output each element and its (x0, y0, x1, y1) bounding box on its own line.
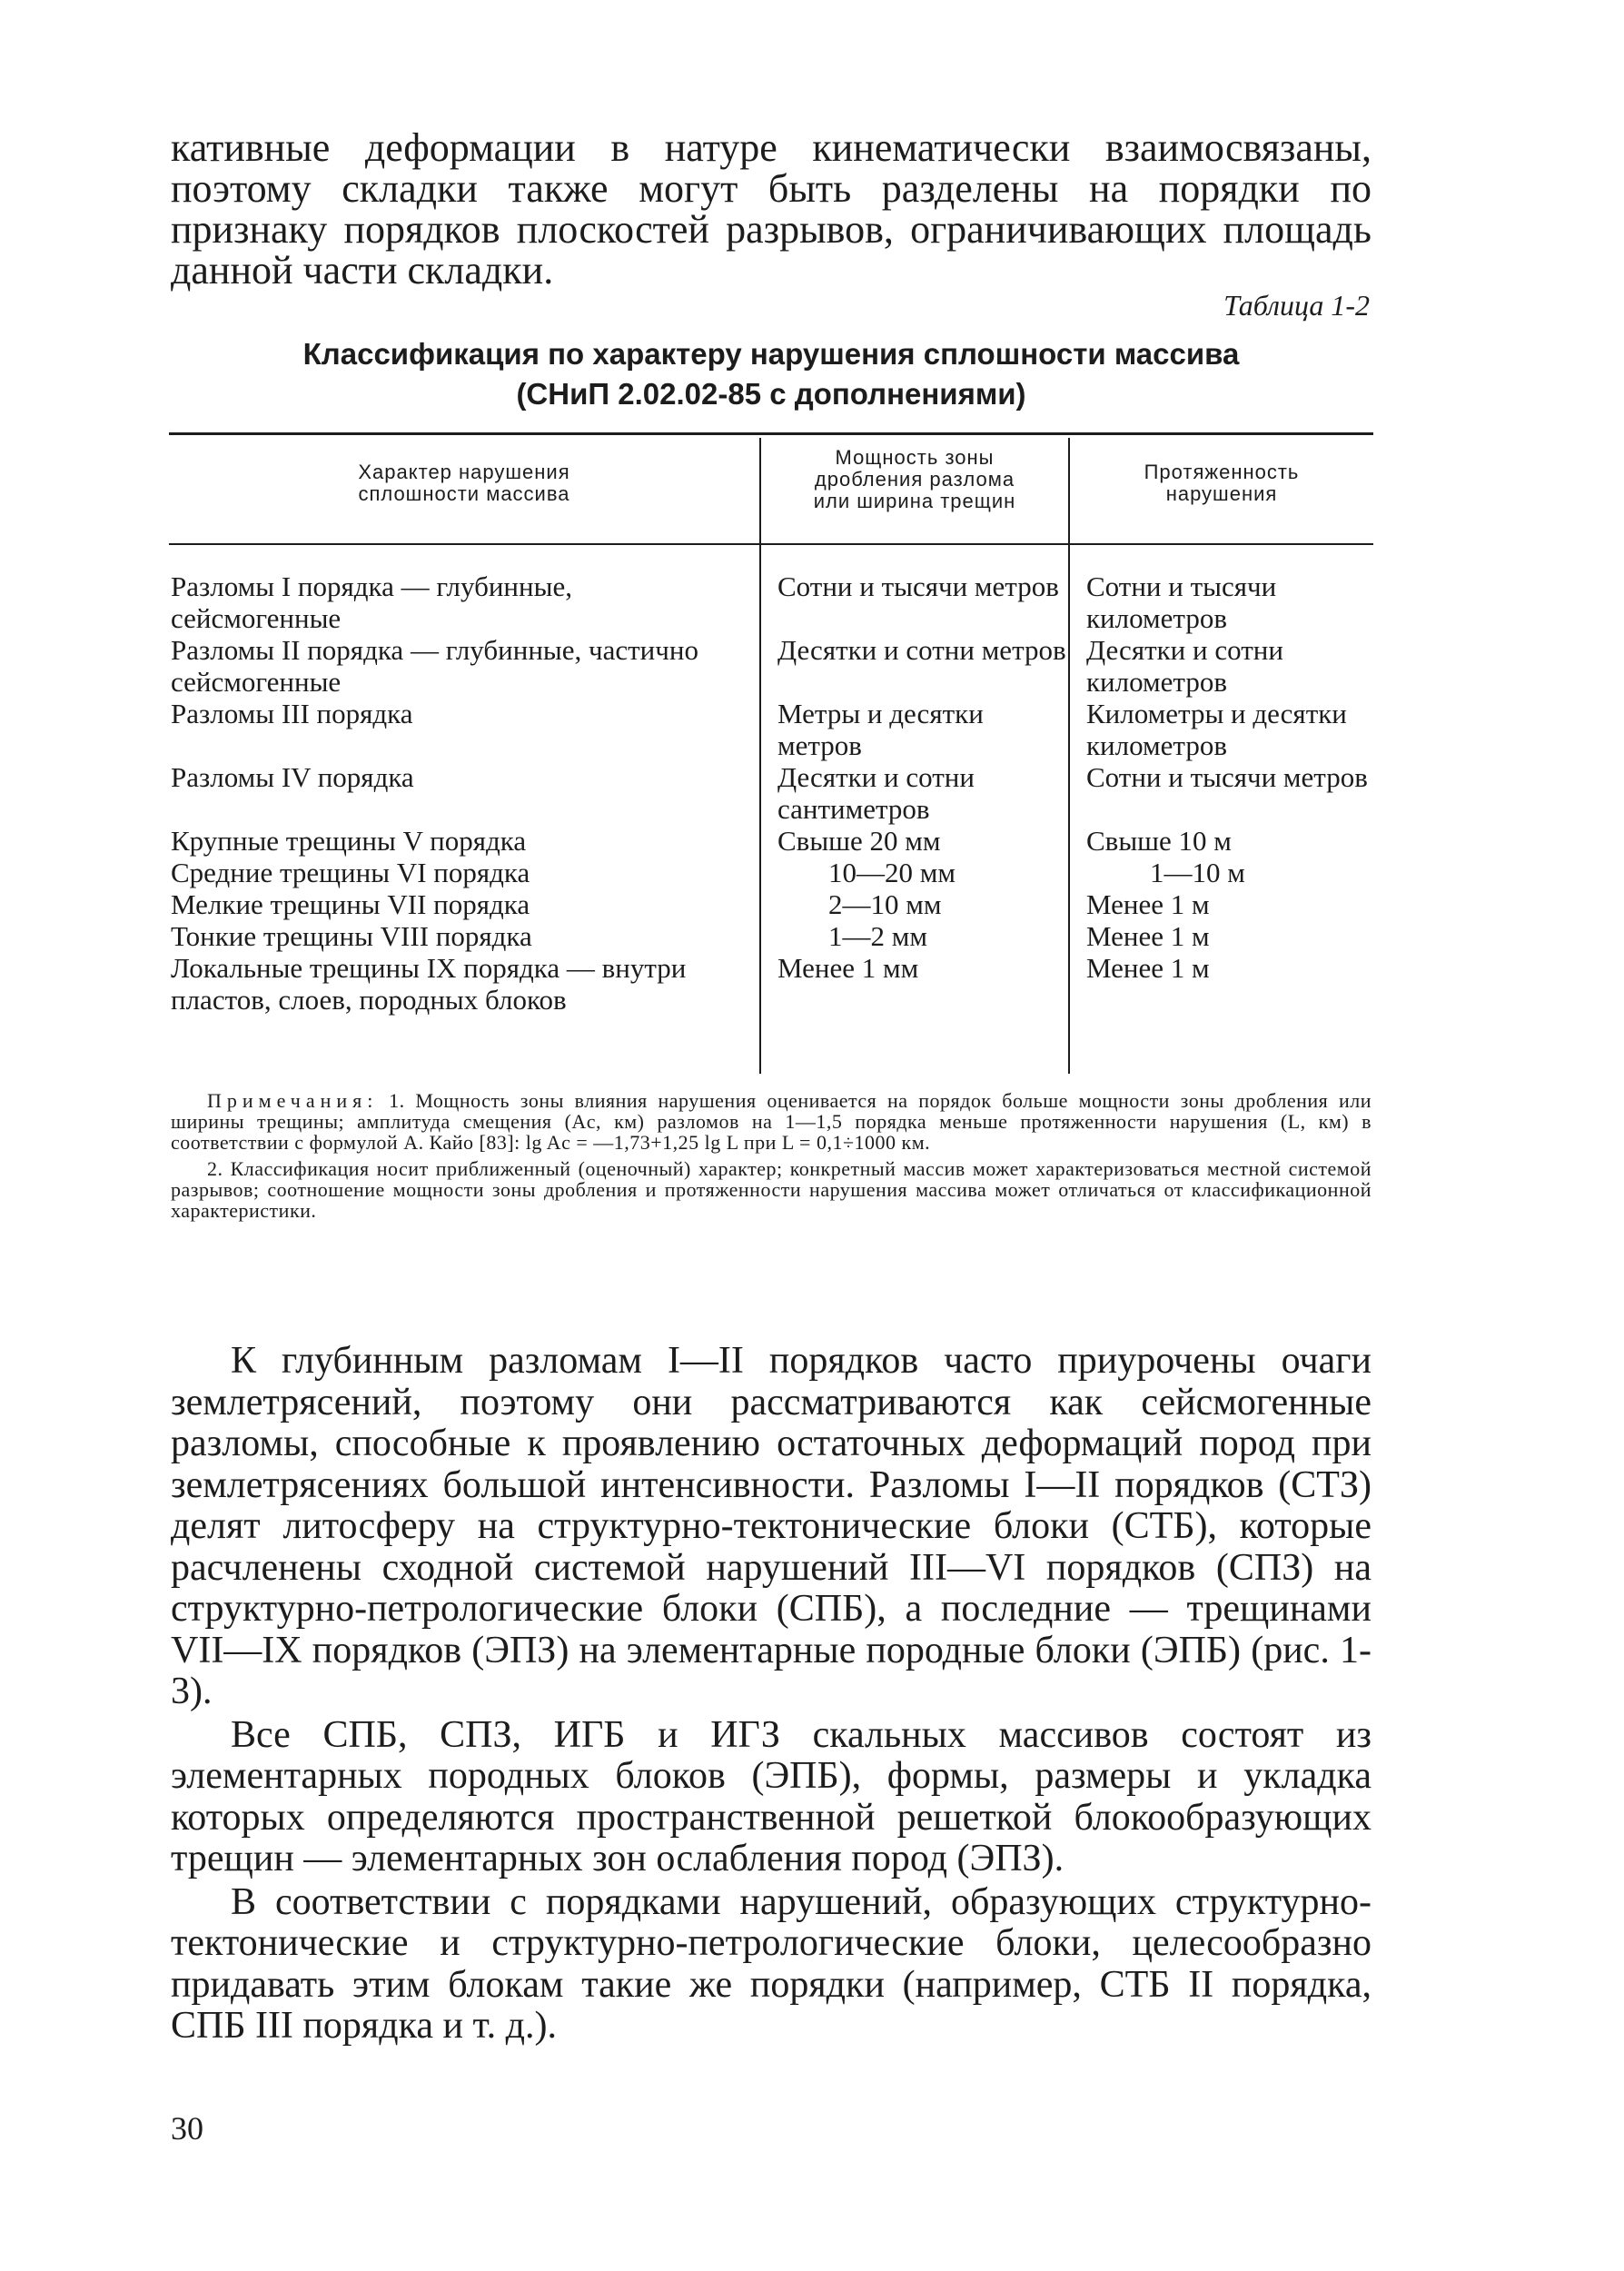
note-1 (171, 1090, 1371, 1153)
table-row (169, 952, 1373, 1016)
cell-character: Локальные трещины IX порядка — внутри пластов, слоев, породных блоков (171, 952, 687, 1016)
header-line: Мощность зоны (835, 446, 995, 469)
cell-thickness: Менее 1 мм (777, 952, 919, 984)
cell-character: Средние трещины VI порядка (171, 857, 530, 888)
cell-thickness: 10—20 мм (828, 857, 956, 888)
cell-thickness: Сотни и тысячи метров (777, 570, 1059, 602)
table-title-line-2: (СНиП 2.02.02-85 с дополнениями) (516, 377, 1026, 411)
table-body (169, 570, 1373, 1016)
cell-character: Тонкие трещины VIII порядка (171, 920, 532, 952)
header-line: нарушения (1165, 482, 1278, 505)
cell-thickness: 2—10 мм (828, 888, 942, 920)
table-row (169, 888, 1373, 920)
header-line: Протяженность (1144, 461, 1300, 483)
note-2: 2. Классификация носит приближенный (оценочный) характер; конкретный массив может характеризоваться местной системой разрывов; соотношение мощности зоны дробления и протяженности нарушения массива может отличаться от классификационной характеристики. (171, 1157, 1371, 1222)
cell-thickness: 1—2 мм (828, 920, 927, 952)
table-label: Таблица 1-2 (1223, 289, 1370, 322)
table-title-line-1: Классификация по характеру нарушения сплошности массива (302, 337, 1240, 371)
cell-thickness: Десятки и сотни метров (777, 634, 1066, 666)
cell-extent: Сотни и тысячи метров (1086, 761, 1368, 793)
header-line: или ширина трещин (813, 490, 1016, 512)
table-row (169, 634, 1373, 698)
table-header-rule (169, 543, 1373, 545)
header-thickness (761, 447, 1068, 512)
header-extent (1070, 461, 1373, 505)
cell-extent: Менее 1 м (1086, 920, 1210, 952)
body-text (171, 1341, 1371, 2049)
cell-character: Разломы I порядка — глубинные, сейсмогенные (171, 570, 572, 634)
table-notes (171, 1090, 1371, 1226)
cell-extent: 1—10 м (1150, 857, 1245, 888)
body-paragraph-1: К глубинным разломам I—II порядков часто приурочены очаги землетрясений, поэтому они рассматриваются как сейсмогенные разломы, способные к проявлению остаточных деформаций пород при землетрясениях большой интенсивности. Разломы I—II порядков (СТЗ) делят литосферу на структурно-тектонические блоки (СТБ), которые расчленены сходной системой нарушений III—VI порядков (СПЗ) на структурно-петрологические блоки (СПБ), а последние — трещинами VII—IX порядков (ЭПЗ) на элементарные породные блоки (ЭПБ) (рис. 1-3). (171, 1340, 1371, 1712)
cell-character: Разломы II порядка — глубинные, частично сейсмогенные (171, 634, 698, 698)
cell-extent: Менее 1 м (1086, 888, 1210, 920)
table-row (169, 857, 1373, 888)
cell-extent: Менее 1 м (1086, 952, 1210, 984)
cell-extent: Километры и десятки километров (1086, 698, 1347, 761)
cell-extent: Свыше 10 м (1086, 825, 1232, 857)
table-top-rule (169, 432, 1373, 435)
cell-thickness: Десятки и сотни сантиметров (777, 761, 975, 825)
cell-character: Мелкие трещины VII порядка (171, 888, 530, 920)
header-line: сплошности массива (358, 482, 570, 505)
cell-thickness: Метры и десятки метров (777, 698, 984, 761)
cell-thickness: Свыше 20 мм (777, 825, 941, 857)
header-line: Характер нарушения (358, 461, 570, 483)
intro-paragraph: кативные деформации в натуре кинематически взаимосвязаны, поэтому складки также могут быть разделены на порядки по признаку порядков плоскостей разрывов, ограничивающих площадь данной части складки. (171, 125, 1371, 293)
body-paragraph-3: В соответствии с порядками нарушений, образующих структурно-тектонические и структурно-петрологические блоки, целесообразно придавать этим блокам такие же порядки (например, СТБ II порядка, СПБ III порядка и т. д.). (171, 1880, 1371, 2047)
body-paragraph-2: Все СПБ, СПЗ, ИГБ и ИГЗ скальных массивов состоят из элементарных породных блоков (ЭПБ), формы, размеры и укладка которых определяются пространственной решеткой блокообразующих трещин — элементарных зон ослабления пород (ЭПЗ). (171, 1713, 1371, 1879)
notes-heading: Примечания: (207, 1089, 379, 1112)
cell-character: Разломы III порядка (171, 698, 413, 729)
page-number: 30 (171, 2110, 203, 2147)
cell-extent: Десятки и сотни километров (1086, 634, 1283, 698)
table-row (169, 761, 1373, 825)
table-row (169, 698, 1373, 761)
cell-character: Крупные трещины V порядка (171, 825, 527, 857)
cell-extent: Сотни и тысячи километров (1086, 570, 1277, 634)
table-row (169, 920, 1373, 952)
header-character (169, 461, 759, 505)
table-title (171, 334, 1371, 414)
cell-character: Разломы IV порядка (171, 761, 414, 793)
note-1-text: 1. Мощность зоны влияния нарушения оценивается на порядок больше мощности зоны дробления или ширины трещины; амплитуда смещения (Aс, км) разломов на 1—1,5 порядка меньше протяженности нарушения (L, км) в соответствии с формулой А. Кайо [83]: lg Aс = —1,73+1,25 lg L при L = 0,1÷1000 км. (171, 1089, 1372, 1154)
table-row (169, 570, 1373, 634)
header-line: дробления разлома (814, 468, 1015, 491)
table-row (169, 825, 1373, 857)
